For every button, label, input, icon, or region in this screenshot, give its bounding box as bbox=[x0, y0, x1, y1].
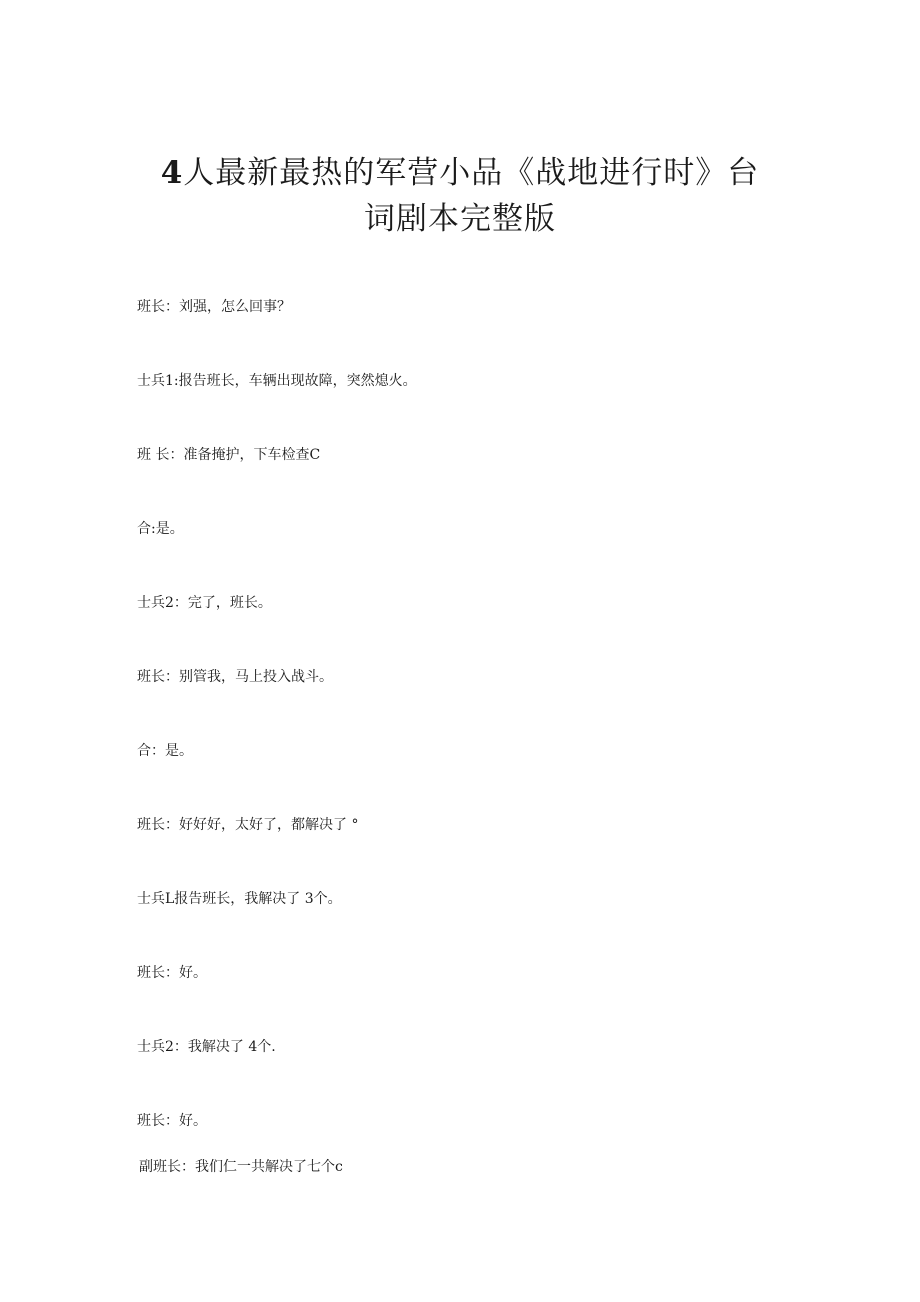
script-line: 班长：别管我，马上投入战斗。 bbox=[137, 669, 333, 685]
script-line: 班长：好。 bbox=[137, 1113, 207, 1129]
script-line: 士兵L报告班长，我解决了 3个。 bbox=[137, 891, 342, 907]
title-number: 4 bbox=[160, 155, 184, 191]
script-line: 班长：好。 bbox=[137, 965, 207, 981]
script-line: 合：是。 bbox=[137, 743, 193, 759]
script-line: 士兵2：完了，班长。 bbox=[137, 595, 272, 611]
script-line: 班长：刘强，怎么回事？ bbox=[137, 299, 291, 315]
script-line: 副班长：我们仁一共解决了七个c bbox=[139, 1159, 343, 1175]
script-line: 士兵2：我解决了 4个. bbox=[137, 1039, 276, 1055]
title-line-1: 人最新最热的军营小品《战地进行时》台 bbox=[183, 155, 760, 191]
script-line: 班 长：准备掩护，下车检查C bbox=[137, 447, 321, 463]
title-line-2: 词剧本完整版 bbox=[364, 201, 556, 237]
script-line: 合:是。 bbox=[137, 521, 184, 537]
document-title bbox=[0, 150, 920, 242]
script-line: 士兵1:报告班长，车辆出现故障，突然熄火。 bbox=[137, 373, 417, 389]
script-line: 班长：好好好，太好了，都解决了 ° bbox=[137, 817, 359, 833]
